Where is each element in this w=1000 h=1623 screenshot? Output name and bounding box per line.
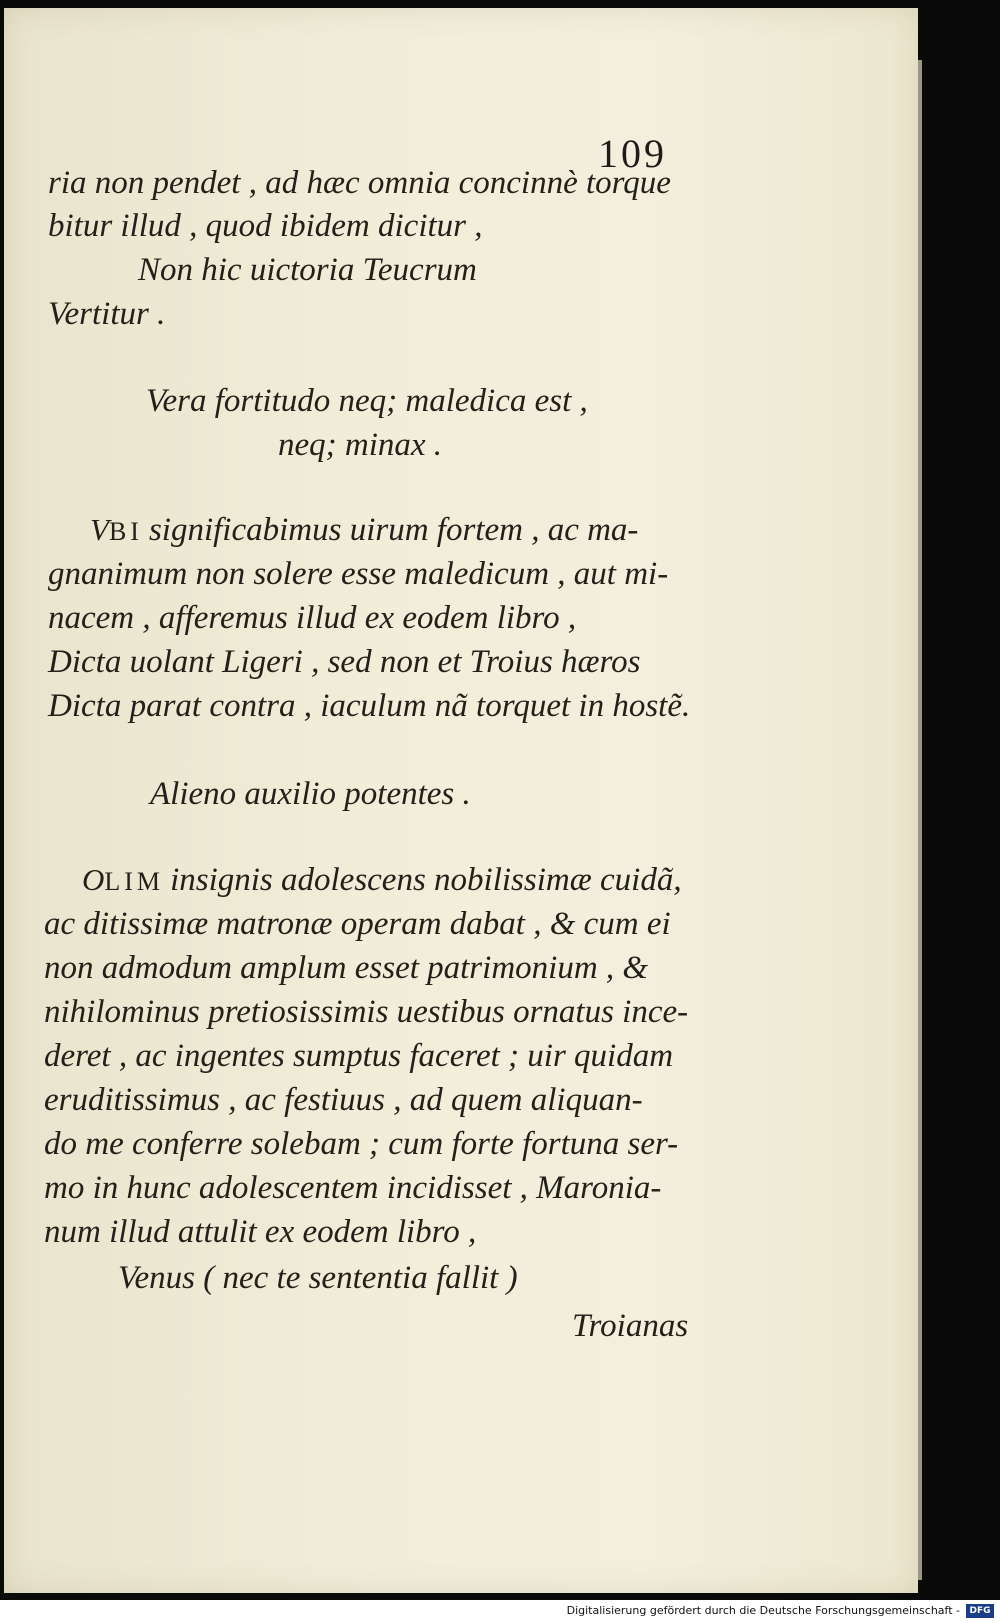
page-edge <box>918 60 922 1580</box>
paragraph-ubi-line-4: Dicta uolant Ligeri , sed non et Troius hæros <box>48 644 641 680</box>
verse-venus: Venus ( nec te sententia fallit ) <box>118 1260 518 1296</box>
heading-vera-fortitudo: Vera fortitudo neq; maledica est , <box>146 383 588 419</box>
paragraph-olim-line-9: num illud attulit ex eodem libro , <box>44 1214 477 1250</box>
catchword: Troianas <box>572 1308 689 1344</box>
page-number: 109 <box>598 131 667 176</box>
paragraph-olim-line-1: OLIM insignis adolescens nobilissimæ cuidã, <box>82 862 682 898</box>
paragraph-ubi-line-3: nacem , afferemus illud ex eodem libro , <box>48 600 577 636</box>
paragraph-olim-line-7: do me conferre solebam ; cum forte fortuna ser- <box>44 1126 679 1162</box>
initial-ubi: VBI <box>90 512 143 547</box>
dfg-logo-icon: DFG <box>966 1604 994 1618</box>
initial-olim: OLIM <box>82 862 165 897</box>
verse-line-1: Non hic uictoria Teucrum <box>138 252 477 288</box>
paragraph-ubi-line-5: Dicta parat contra , iaculum nã torquet in hostẽ. <box>48 688 691 724</box>
heading-vera-fortitudo-2: neq; minax . <box>278 427 443 463</box>
heading-alieno-auxilio: Alieno auxilio potentes . <box>150 776 471 812</box>
paragraph-olim-line-6: eruditissimus , ac festiuus , ad quem aliquan- <box>44 1082 643 1118</box>
paragraph-olim-line-5: deret , ac ingentes sumptus faceret ; uir quidam <box>44 1038 674 1074</box>
paragraph-ubi-line-1: VBI significabimus uirum fortem , ac ma- <box>90 512 639 548</box>
text-line-2: bitur illud , quod ibidem dicitur , <box>48 208 483 244</box>
paragraph-olim-line-8: mo in hunc adolescentem incidisset , Maronia- <box>44 1170 662 1206</box>
footer-bar <box>0 1600 1000 1623</box>
paragraph-olim-line-2: ac ditissimæ matronæ operam dabat , & cum ei <box>44 906 671 942</box>
paragraph-ubi-line-2: gnanimum non solere esse maledicum , aut mi- <box>48 556 669 592</box>
verse-line-2: Vertitur . <box>48 296 166 332</box>
paragraph-olim-line-3: non admodum amplum esset patrimonium , & <box>44 950 649 986</box>
text-line-1: ria non pendet , ad hæc omnia concinnè torque <box>48 165 671 201</box>
footer-credit: Digitalisierung gefördert durch die Deutsche Forschungsgemeinschaft - <box>566 1604 960 1617</box>
paragraph-olim-line-4: nihilominus pretiosissimis uestibus ornatus ince- <box>44 994 689 1030</box>
